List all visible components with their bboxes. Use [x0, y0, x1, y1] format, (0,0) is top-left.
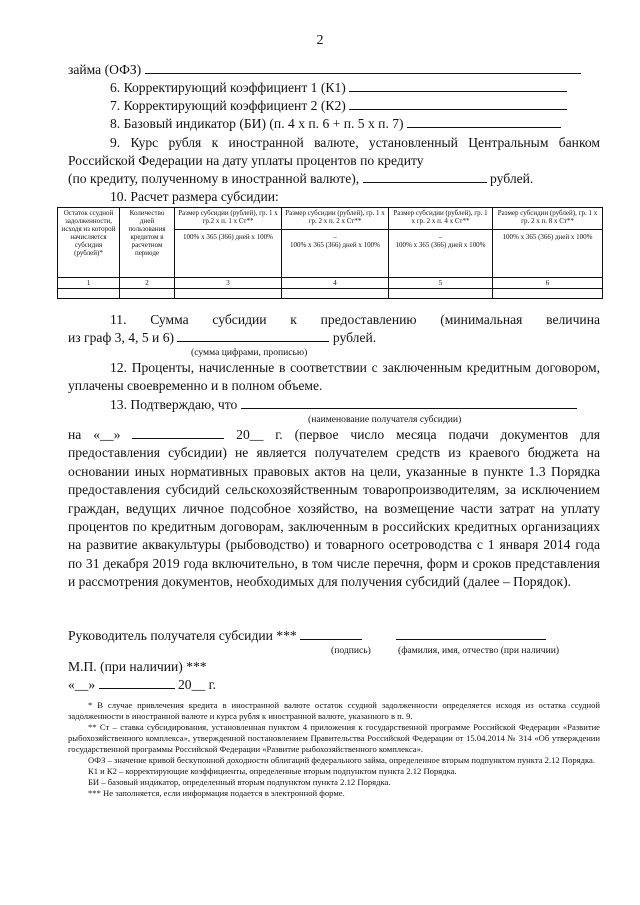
- p11-rub: рублей.: [332, 330, 377, 345]
- col5-dash: –: [438, 233, 443, 241]
- ofz-label: займа (ОФЗ): [68, 62, 142, 77]
- header-col1: Остаток ссудной задолженности, исходя из которой начисляется субсидия (рублей)*: [58, 208, 120, 278]
- para-13-body: [68, 426, 600, 592]
- col-num-1: 1: [58, 278, 120, 289]
- col-num-4: 4: [282, 278, 389, 289]
- para-12: 12. Проценты, начисленные в соответствии с заключенным кредитным договором, уплачены своевременно и в полном объеме.: [68, 360, 600, 394]
- cell-2[interactable]: [120, 289, 175, 299]
- bi-blank[interactable]: [407, 115, 561, 128]
- bi-label: 8. Базовый индикатор (БИ) (п. 4 х п. 6 + п. 5 х п. 7): [110, 116, 404, 131]
- k2-label: 7. Корректирующий коэффициент 2 (К2): [110, 98, 346, 113]
- stamp-line: М.П. (при наличии) ***: [68, 659, 207, 674]
- cell-3[interactable]: [175, 289, 282, 299]
- col4-denominator-text: 100% х 365 (366) дней х 100%: [290, 241, 380, 249]
- para-13-line1: [110, 396, 577, 414]
- header-col2: Количество дней пользования кредитом в расчетном периоде: [120, 208, 175, 278]
- footnote-5: БИ – базовый индикатор, определенный вторым подпунктом пункта 2.12 Порядка.: [88, 777, 391, 787]
- line-bi: [110, 115, 561, 133]
- subsidy-table: [57, 207, 603, 299]
- k2-blank[interactable]: [349, 97, 567, 110]
- rate-blank[interactable]: [363, 170, 487, 183]
- table-data-row: [58, 289, 603, 299]
- p11-caption: (сумма цифрами, прописью): [191, 347, 308, 358]
- line-k1: [110, 79, 567, 97]
- signature-caption: (подпись): [331, 645, 371, 656]
- rate-text: 9. Курс рубля к иностранной валюте, установленный Центральным банком Российской Федерации на дату уплаты процентов по кредиту: [68, 135, 600, 169]
- footnotes: [68, 700, 600, 799]
- col3-denominator: 100% х 365 (366) дней х 100%: [175, 229, 281, 241]
- p11-sum-blank[interactable]: [177, 329, 329, 342]
- table-header-row: [58, 208, 603, 278]
- para-11-line2: [68, 329, 376, 347]
- line-k2: [110, 97, 567, 115]
- col-num-2: 2: [120, 278, 175, 289]
- p13-body-text: г. (первое число месяца подачи документов для предоставления субсидии) не является получателем средств из краевого бюджета на основании иных нормативных правовых актов на цели, указанные в пункте 1.3 Порядка предоставления субсидий сельскохозяйственным товаропроизводителям, за исключением граждан, ведущих личное подсобное хозяйство, на возмещение части затрат на уплату процентов по кредитным договорам, заключенным в российских кредитных организациях на развитие аквакультуры (рыбоводство) и товарного осетроводства с 1 января 2014 года по 31 декабря 2019 года включительно, в том числе перечня, форм и сроков представления и рассмотрения документов, необходимых для получения субсидий (далее – Порядок).: [68, 427, 601, 590]
- col-num-5: 5: [389, 278, 493, 289]
- p13-date-prefix: на «__»: [68, 427, 121, 442]
- footnote-3: ОФЗ – значение кривой бескупонной доходности облигаций федерального займа, определенное вторым подпунктом пункта 2.12 Порядка.: [88, 755, 595, 765]
- sign-g: г.: [208, 677, 217, 692]
- col5-formula: Размер субсидии (рублей), гр. 1 х гр. 2 х п. 4 х Ст**: [393, 209, 488, 225]
- line-ofz: [68, 61, 581, 79]
- para-11-line1: 11. Сумма субсидии к предоставлению (минимальная величина: [110, 312, 600, 327]
- signature-blank[interactable]: [300, 627, 362, 640]
- k1-blank[interactable]: [349, 79, 567, 92]
- k1-label: 6. Корректирующий коэффициент 1 (К1): [110, 80, 346, 95]
- sign-date-quote: «__»: [68, 677, 96, 692]
- rate-text-2: (по кредиту, полученному в иностранной валюте),: [68, 171, 360, 186]
- fio-caption: (фамилия, имя, отчество (при наличии): [398, 645, 560, 656]
- col5-denominator: [389, 229, 492, 249]
- page-number: 2: [316, 33, 324, 48]
- col6-formula: Размер субсидии (рублей), гр. 1 х гр. 2 х п. 8 х Ст**: [497, 209, 598, 225]
- signature-line: [68, 627, 546, 645]
- p11-text2: из граф 3, 4, 5 и 6): [68, 330, 175, 345]
- footnote-2: ** Ст – ставка субсидирования, установленная пунктом 4 приложения к государственной программе Российской Федерации «Развитие рыбохозяйственного комплекса», утвержденной постановлением Правительства Российской Федерации от 15.04.2014 № 314 «Об утверждении государственной программы Российской Федерации «Развитие рыбохозяйственного комплекса».: [68, 722, 600, 754]
- recipient-caption: (наименование получателя субсидии): [308, 414, 462, 425]
- calc-heading: 10. Расчет размера субсидии:: [110, 189, 279, 204]
- rate-rub: рублей.: [490, 171, 534, 186]
- table-number-row: [58, 278, 603, 289]
- footnote-6: *** Не заполняется, если информация подается в электронной форме.: [88, 788, 345, 798]
- p13-year: 20__: [236, 427, 264, 442]
- cell-6[interactable]: [493, 289, 603, 299]
- para-9-end: [68, 170, 533, 188]
- cell-1[interactable]: [58, 289, 120, 299]
- footnote-4: К1 и К2 – корректирующие коэффициенты, определенные вторым подпунктом пункта 2.12 Порядка.: [88, 766, 457, 776]
- header-col6: [493, 208, 603, 278]
- col3-formula: Размер субсидии (рублей), гр. 1 х гр.2 х п. 1 х Ст**: [178, 209, 278, 225]
- sign-month-blank[interactable]: [99, 676, 175, 689]
- p13-text: 13. Подтверждаю, что: [110, 397, 238, 412]
- sign-year: 20__: [178, 677, 206, 692]
- col6-denominator: 100% х 365 (366) дней х 100%: [493, 229, 602, 241]
- header-col4: [282, 208, 389, 278]
- recipient-blank[interactable]: [241, 396, 577, 409]
- col4-denominator: [282, 229, 388, 249]
- signature-date-line: [68, 676, 216, 694]
- cell-4[interactable]: [282, 289, 389, 299]
- col5-denominator-text: 100% х 365 (366) дней х 100%: [395, 241, 486, 249]
- p13-month-blank[interactable]: [132, 426, 224, 439]
- col-num-3: 3: [175, 278, 282, 289]
- signature-head: Руководитель получателя субсидии ***: [68, 628, 297, 643]
- col4-dash: –: [333, 233, 337, 241]
- header-col3: [175, 208, 282, 278]
- col-num-6: 6: [493, 278, 603, 289]
- cell-5[interactable]: [389, 289, 493, 299]
- fio-blank[interactable]: [396, 627, 546, 640]
- footnote-1: * В случае привлечения кредита в иностранной валюте остаток ссудной задолженности определяется исходя из остатка ссудной задолженности в иностранной валюте и курса рубля к иностранной валюте, указанного в п. 9.: [68, 700, 600, 721]
- ofz-blank[interactable]: [145, 61, 581, 74]
- para-9: [68, 134, 600, 171]
- col4-formula: Размер субсидии (рублей), гр. 1 х гр. 2 х п. 2 х Ст**: [285, 209, 385, 225]
- header-col5: [389, 208, 493, 278]
